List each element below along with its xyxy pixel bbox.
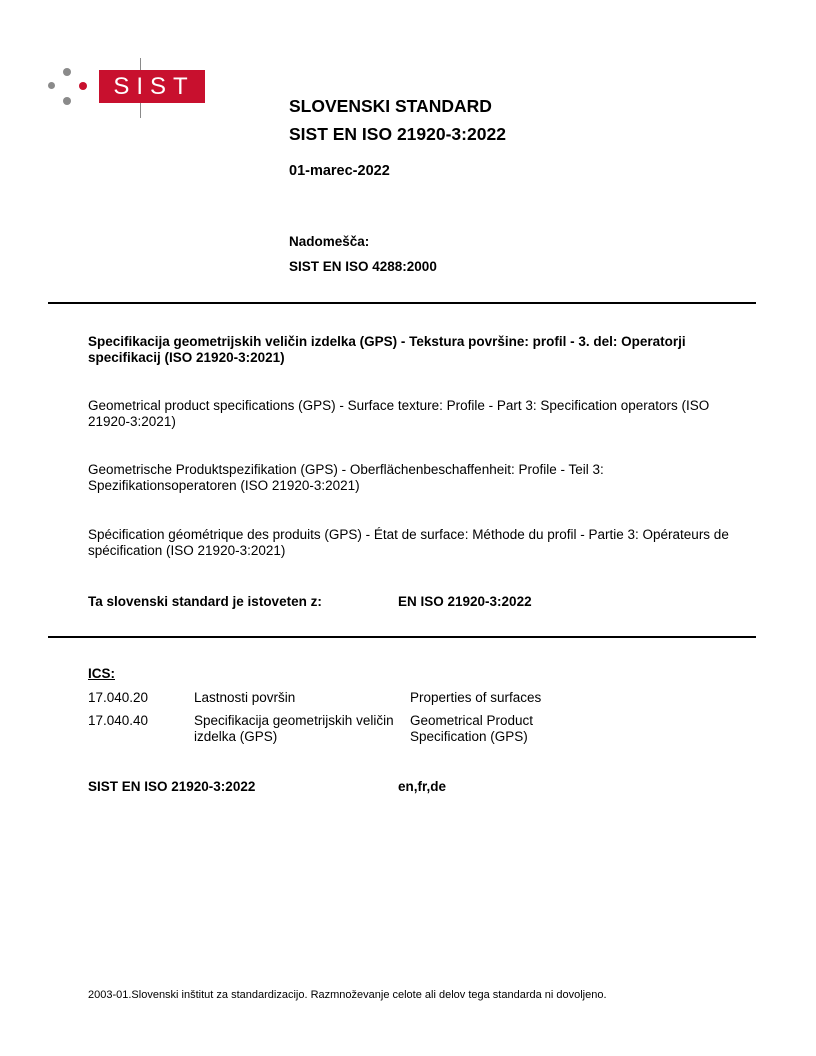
logo-dot: [63, 97, 71, 105]
doc-date: 01-marec-2022: [289, 163, 390, 179]
doc-number: SIST EN ISO 21920-3:2022: [289, 124, 506, 144]
ics-label: ICS:: [88, 666, 115, 681]
logo-dot: [63, 68, 71, 76]
title-german: Geometrische Produktspezifikation (GPS) - Oberflächenbeschaffenheit: Profile - Teil 3: Spezifikationsoperatoren (ISO 21920-3:2021): [88, 462, 604, 493]
identical-value: EN ISO 21920-3:2022: [398, 594, 532, 609]
footer-number: SIST EN ISO 21920-3:2022: [88, 779, 256, 794]
ics-code: 17.040.40: [88, 713, 149, 728]
title-french: Spécification géométrique des produits (GPS) - État de surface: Méthode du profil - Partie 3: Opérateurs de spécification (ISO 21920-3:2021): [88, 527, 729, 558]
ics-slovenian: Specifikacija geometrijskih veličin izdelka (GPS): [194, 713, 394, 744]
replaces-label: Nadomešča:: [289, 234, 370, 249]
doc-type: SLOVENSKI STANDARD: [289, 96, 492, 116]
title-slovenian: Specifikacija geometrijskih veličin izdelka (GPS) - Tekstura površine: profil - 3. del: Operatorji specifikacij (ISO 21920-3:2021): [88, 334, 686, 365]
identical-label: Ta slovenski standard je istoveten z:: [88, 594, 322, 609]
replaces-value: SIST EN ISO 4288:2000: [289, 259, 437, 274]
ics-english: Properties of surfaces: [410, 690, 542, 705]
copyright-notice: 2003-01.Slovenski inštitut za standardizacijo. Razmnoževanje celote ali delov tega standarda ni dovoljeno.: [88, 989, 607, 1001]
divider-top: [48, 302, 756, 304]
ics-english: Geometrical Product Specification (GPS): [410, 713, 534, 744]
ics-code: 17.040.20: [88, 690, 149, 705]
title-english: Geometrical product specifications (GPS) - Surface texture: Profile - Part 3: Specification operators (ISO 21920-3:2021): [88, 398, 710, 429]
divider-bottom: [48, 636, 756, 638]
ics-slovenian: Lastnosti površin: [194, 690, 296, 705]
logo-dot: [48, 82, 55, 89]
logo-text: SIST: [113, 73, 195, 100]
footer-languages: en,fr,de: [398, 779, 447, 794]
logo-dot-red: [79, 82, 87, 90]
